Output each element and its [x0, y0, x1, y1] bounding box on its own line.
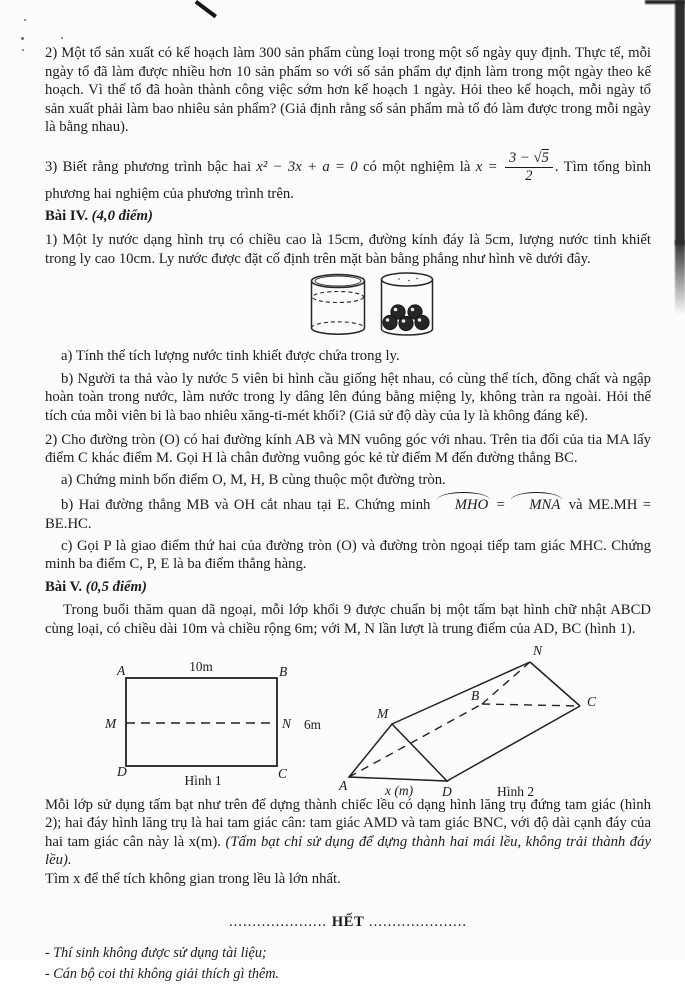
hinh1-height-label: 6m: [304, 716, 321, 732]
hinh1-label-b: B: [279, 663, 288, 679]
figure-hinh1: [93, 650, 331, 790]
hinh1-width-label: 10m: [189, 658, 213, 674]
scan-artifact-right-edge-fade: [675, 240, 685, 315]
bai4-points: (4,0 điểm): [91, 208, 153, 225]
bai4-problem-1a: a) Tính thể tích lượng nước tinh khiết được chứa trong ly.: [61, 348, 400, 365]
hinh2-label-b: B: [471, 687, 480, 703]
footer-notes: [45, 943, 651, 985]
scan-speck: [24, 19, 26, 21]
glasses-figure: [307, 271, 651, 339]
glasses-figure-svg: [307, 271, 439, 339]
scan-artifact-right-edge: [675, 0, 685, 245]
bai4-problem-1: 1) Một ly nước dạng hình trụ có chiều cao là 15cm, đường kính đáy là 5cm, lượng nước tinh khiết trong ly cao 10cm. Ly nước được đặt cố định trên mặt bàn bằng phẳng như hình vẽ dưới đây.: [45, 232, 651, 267]
footer-note-2: - Cán bộ coi thi không giải thích gì thêm.: [45, 966, 280, 983]
scan-speck: [21, 37, 24, 40]
bai4-problem-2c: c) Gọi P là giao điểm thứ hai của đường tròn (O) và đường tròn ngoại tiếp tam giác MHC. Chứng minh ba điểm C, P, E là ba điểm thẳng hàng.: [45, 537, 651, 573]
rectangle-abcd: [126, 678, 277, 766]
right-glass-rim: [382, 273, 433, 286]
hinh1-caption: Hình 1: [184, 772, 222, 788]
edge-mn: [392, 662, 530, 724]
triangle-amd: [349, 724, 447, 781]
het-dots-right: .....................: [368, 913, 468, 930]
edge-bn-hidden: [482, 662, 530, 704]
problem-3-text-mid: có một nghiệm là: [357, 158, 476, 175]
exam-content: [45, 44, 651, 985]
root-x-equals: x =: [475, 158, 498, 175]
hinh2-label-c: C: [587, 693, 597, 709]
scan-artifact-mark: [195, 0, 217, 18]
bai5-paragraph-2: [45, 796, 651, 870]
het-dots-left: .....................: [228, 913, 328, 930]
quadratic-equation: x² − 3x + a = 0: [256, 158, 358, 175]
problem-2b-text-pre: b) Hai đường thẳng MB và OH cắt nhau tại E. Chứng minh: [61, 497, 436, 514]
hinh1-label-a: A: [117, 662, 126, 678]
hinh1-label-m: M: [105, 715, 117, 731]
bai4-problem-2b: [45, 492, 651, 533]
edge-ab-hidden: [349, 704, 482, 777]
figure-hinh2: [337, 644, 667, 799]
edge-nc: [530, 662, 580, 706]
bai5-paragraph-3: Tìm x để thể tích không gian trong lều là lớn nhất.: [45, 870, 341, 887]
hinh1-label-c: C: [278, 765, 288, 781]
bai4-problem-1b: b) Người ta thả vào ly nước 5 viên bi hình cầu giống hệt nhau, có cùng thể tích, đồng chất và ngập hoàn toàn trong nước, làm nước trong ly dâng lên đúng bằng miệng ly, không tràn ra ngoài. Hỏi thể tích của mỗi viên bi là bao nhiêu xăng-ti-mét khối? (Giả sử độ dày của ly là không đáng kể).: [45, 370, 651, 425]
angle-mho: MHO: [436, 492, 491, 515]
marbles: [383, 305, 429, 331]
angle-mna: MNA: [510, 492, 563, 515]
rim-speck: [416, 278, 418, 280]
hinh2-label-a: A: [339, 777, 348, 793]
bai4-title: Bài IV.: [45, 208, 88, 225]
fraction-denominator: 2: [525, 168, 533, 185]
problem-3-paragraph: [45, 150, 651, 204]
bai5-paragraph-2-note: (Tấm bạt chỉ sử dụng để dựng thành hai mái lều, không trải thành đáy lều).: [45, 833, 651, 869]
problem-2b-equals: =: [491, 497, 511, 514]
scan-artifact-top-edge: [645, 0, 685, 4]
bai5-paragraph-1: Trong buổi thăm quan dã ngoại, mỗi lớp khối 9 được chuẩn bị một tấm bạt hình chữ nhật ABCD cùng loại, có chiều dài 10m và chiều rộng 6m; với M, N lần lượt là trung điểm của AD, BC (hình 1).: [45, 602, 651, 637]
het-label: HẾT: [331, 913, 365, 930]
fraction-numerator-pre: 3 − √: [508, 149, 542, 166]
section-heading-bai5: [45, 578, 651, 597]
hinh2-x-label: x (m): [385, 782, 414, 798]
problem-3-text-post: . Tìm tổng bình phương hai nghiệm của phương trình trên.: [45, 158, 651, 202]
hinh2-caption: Hình 2: [497, 783, 535, 799]
hinh2-label-m: M: [377, 705, 389, 721]
fraction: [503, 150, 555, 185]
footer-note-1: - Thí sinh không được sử dụng tài liệu;: [45, 945, 267, 962]
hinh2-label-n: N: [533, 642, 543, 658]
het-separator: [45, 913, 651, 932]
edge-dc: [447, 706, 580, 781]
problem-3-text-pre: 3) Biết rằng phương trình bậc hai: [45, 158, 257, 175]
rim-speck: [398, 278, 400, 280]
hinh1-label-n: N: [282, 715, 292, 731]
edge-bc-hidden: [482, 704, 580, 706]
bai4-problem-2a: a) Chứng minh bốn điểm O, M, H, B cùng thuộc một đường tròn.: [61, 471, 446, 488]
left-glass-rim: [312, 275, 365, 288]
problem-2-paragraph: 2) Một tổ sản xuất có kế hoạch làm 300 sản phẩm cùng loại trong một số ngày quy định. Thực tế, mỗi ngày tổ đã làm được nhiều hơn 10 sản phẩm so với số sản phẩm dự định làm trong một ngày theo kế hoạch. Vì thế tổ đã hoàn thành công việc sớm hơn kế hoạch 1 ngày. Hỏi theo kế hoạch, mỗi ngày tổ sản xuất phải làm bao nhiêu sản phẩm? (Giả định rằng số sản phẩm mà tổ đó làm được trong mỗi ngày là bằng nhau).: [45, 45, 651, 136]
scan-speck: [22, 49, 24, 51]
bai5-paragraph-2-text: Mỗi lớp sử dụng tấm bạt như trên để dựng thành chiếc lều có dạng hình lăng trụ đứng tam giác (hình 2); hai đáy hình lăng trụ là hai tam giác cân: tam giác AMD và tam giác BNC, với độ dài cạnh đáy của hai tam giác cân này là x(m).: [45, 796, 651, 850]
figures-row: [45, 642, 651, 799]
rim-speck: [408, 280, 410, 282]
water-level-line: [313, 292, 364, 303]
hinh2-label-d: D: [442, 783, 452, 799]
left-glass-rim-inner: [315, 276, 361, 286]
left-glass-bottom: [312, 328, 365, 334]
left-glass-bottom-back: [312, 322, 365, 328]
problem-2b-text-post: và ME.MH = BE.HC.: [45, 497, 651, 532]
bai5-title: Bài V.: [45, 578, 83, 595]
hinh1-label-d: D: [117, 763, 127, 779]
bai4-problem-2: 2) Cho đường tròn (O) có hai đường kính AB và MN vuông góc với nhau. Trên tia đối của tia MA lấy điểm C khác điểm M. Gọi H là chân đường vuông góc kẻ từ điểm M đến đường thẳng BC.: [45, 431, 651, 467]
scan-speck: [61, 37, 63, 39]
fraction-numerator: [505, 150, 553, 168]
fraction-radicand: 5: [541, 149, 549, 166]
section-heading-bai4: [45, 207, 651, 226]
bai5-points: (0,5 điểm): [85, 578, 147, 595]
